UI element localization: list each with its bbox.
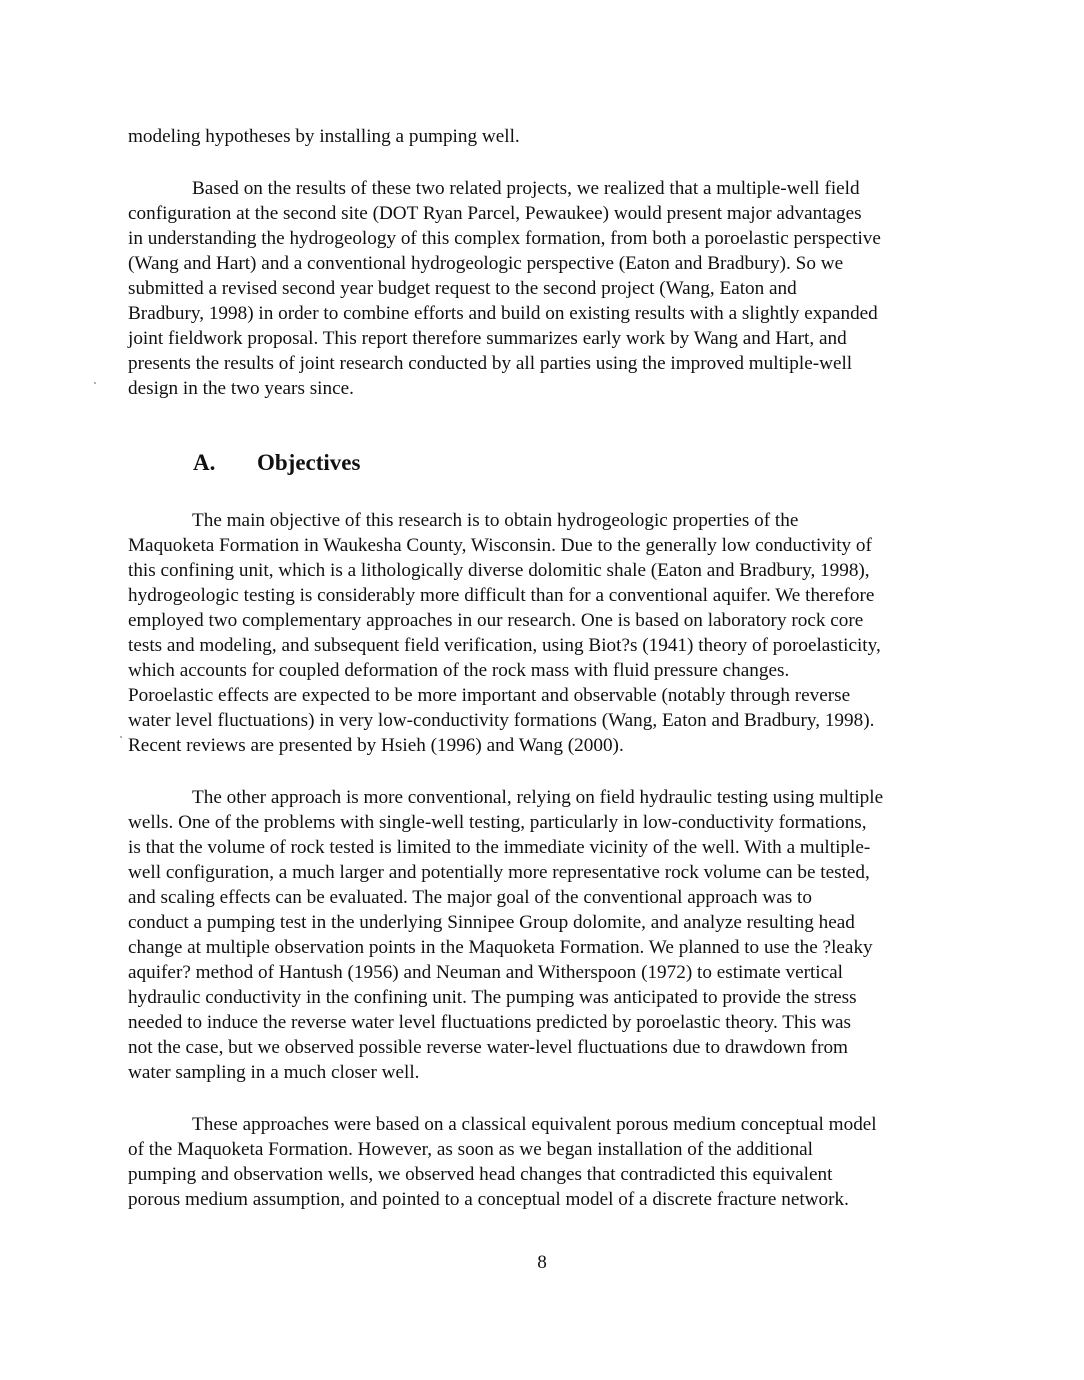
paragraph-3-line: change at multiple observation points in the Maquoketa Formation. We planned to use the ?leaky (128, 937, 873, 958)
scan-speck (94, 382, 96, 384)
paragraph-4-line: These approaches were based on a classical equivalent porous medium conceptual model (192, 1114, 877, 1135)
paragraph-4-line: of the Maquoketa Formation. However, as soon as we began installation of the additional (128, 1139, 814, 1160)
paragraph-1-line: submitted a revised second year budget request to the second project (Wang, Eaton and (128, 278, 797, 299)
paragraph-1-line: joint fieldwork proposal. This report therefore summarizes early work by Wang and Hart, and (128, 328, 847, 349)
paragraph-4-line: porous medium assumption, and pointed to a conceptual model of a discrete fracture network. (128, 1189, 849, 1210)
paragraph-1-line: Bradbury, 1998) in order to combine efforts and build on existing results with a slightly expanded (128, 303, 878, 324)
paragraph-1-line: in understanding the hydrogeology of this complex formation, from both a poroelastic perspective (128, 228, 881, 249)
paragraph-2-line: Maquoketa Formation in Waukesha County, Wisconsin. Due to the generally low conductivity of (128, 535, 872, 556)
paragraph-3-line: needed to induce the reverse water level fluctuations predicted by poroelastic theory. This was (128, 1012, 851, 1033)
paragraph-3-line: not the case, but we observed possible reverse water-level fluctuations due to drawdown from (128, 1037, 848, 1058)
paragraph-2-line: The main objective of this research is to obtain hydrogeologic properties of the (192, 510, 799, 531)
paragraph-2-line: Recent reviews are presented by Hsieh (1996) and Wang (2000). (128, 735, 624, 756)
section-title: Objectives (257, 450, 361, 475)
section-letter: A. (193, 450, 216, 475)
paragraph-1-line: Based on the results of these two related projects, we realized that a multiple-well field (192, 178, 860, 199)
paragraph-1-line: presents the results of joint research conducted by all parties using the improved multiple-well (128, 353, 853, 374)
paragraph-2-line: water level fluctuations) in very low-conductivity formations (Wang, Eaton and Bradbury, 1998). (128, 710, 875, 731)
scan-speck (120, 736, 122, 738)
paragraph-3-line: well configuration, a much larger and potentially more representative rock volume can be tested, (128, 862, 870, 883)
paragraph-1-line: (Wang and Hart) and a conventional hydrogeologic perspective (Eaton and Bradbury). So we (128, 253, 844, 274)
intro-line: modeling hypotheses by installing a pumping well. (128, 126, 520, 147)
paragraph-2-line: hydrogeologic testing is considerably more difficult than for a conventional aquifer. We therefore (128, 585, 875, 606)
paragraph-3-line: aquifer? method of Hantush (1956) and Neuman and Witherspoon (1972) to estimate vertical (128, 962, 843, 983)
paragraph-3-line: wells. One of the problems with single-well testing, particularly in low-conductivity formations, (128, 812, 867, 833)
paragraph-2-line: this confining unit, which is a lithologically diverse dolomitic shale (Eaton and Bradbury, 1998), (128, 560, 870, 581)
paragraph-2-line: Poroelastic effects are expected to be more important and observable (notably through reverse (128, 685, 851, 706)
paragraph-3-line: The other approach is more conventional, relying on field hydraulic testing using multiple (192, 787, 884, 808)
paragraph-2-line: tests and modeling, and subsequent field verification, using Biot?s (1941) theory of poroelasticity, (128, 635, 881, 656)
paragraph-3-line: and scaling effects can be evaluated. The major goal of the conventional approach was to (128, 887, 812, 908)
paragraph-2-line: employed two complementary approaches in our research. One is based on laboratory rock core (128, 610, 864, 631)
paragraph-2-line: which accounts for coupled deformation of the rock mass with fluid pressure changes. (128, 660, 790, 681)
paragraph-4-line: pumping and observation wells, we observed head changes that contradicted this equivalent (128, 1164, 833, 1185)
paragraph-3-line: hydraulic conductivity in the confining unit. The pumping was anticipated to provide the stress (128, 987, 857, 1008)
paragraph-1-line: configuration at the second site (DOT Ryan Parcel, Pewaukee) would present major advantages (128, 203, 862, 224)
paragraph-3-line: is that the volume of rock tested is limited to the immediate vicinity of the well. With a multiple- (128, 837, 871, 858)
paragraph-3-line: water sampling in a much closer well. (128, 1062, 420, 1083)
paragraph-3-line: conduct a pumping test in the underlying Sinnipee Group dolomite, and analyze resulting head (128, 912, 855, 933)
paragraph-1-line: design in the two years since. (128, 378, 354, 399)
page-number: 8 (537, 1252, 547, 1273)
